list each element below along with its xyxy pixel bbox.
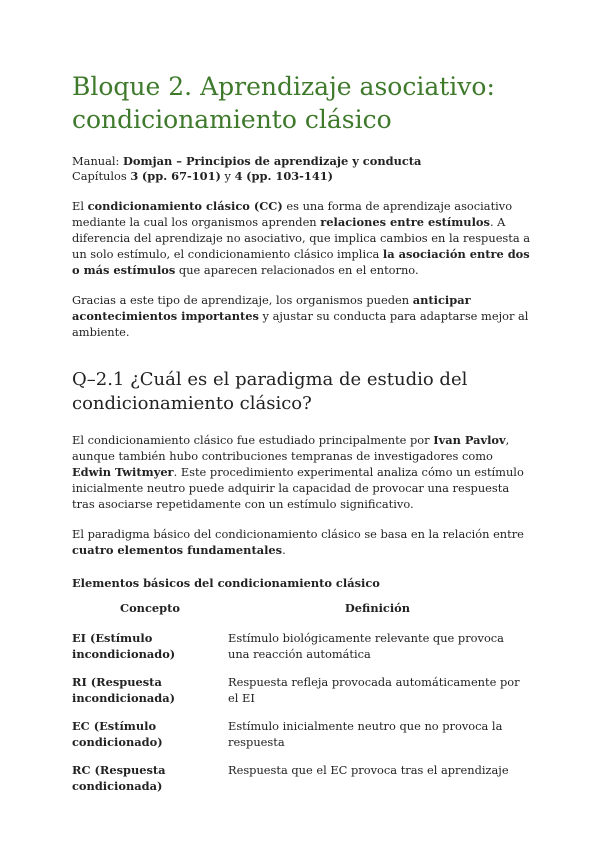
chapters-and: y <box>224 169 231 183</box>
intro-paragraph-2 <box>72 292 532 340</box>
row-concept: EI (Estímulo incondicionado) <box>72 631 176 661</box>
intro2-bold-1: anticipar acontecimientos importantes <box>72 293 471 323</box>
section-heading <box>72 368 532 416</box>
table-row <box>72 762 527 806</box>
title-line-2: condicionamiento clásico <box>72 105 392 134</box>
elements-paragraph <box>72 526 532 558</box>
table-header-row <box>72 600 527 630</box>
para4-text-2: . <box>282 543 286 557</box>
intro-text-1: El <box>72 199 84 213</box>
row-concept: EC (Estímulo condicionado) <box>72 719 163 749</box>
intro-bold-3: la asociación entre dos o más estímulos <box>72 247 530 277</box>
document-page <box>72 70 532 806</box>
row-concept: RC (Respuesta condicionada) <box>72 763 166 793</box>
intro2-text-2: y ajustar su conducta para adaptarse mejor al ambiente. <box>72 309 529 339</box>
para3-bold-2: Edwin Twitmyer <box>72 465 174 479</box>
manual-book: Domjan – Principios de aprendizaje y conducta <box>123 154 422 168</box>
elements-table <box>72 600 527 806</box>
para3-bold-1: Ivan Pavlov <box>433 433 506 447</box>
header-concept: Concepto <box>120 601 180 615</box>
para4-bold-1: cuatro elementos fundamentales <box>72 543 283 557</box>
row-definition: Estímulo biológicamente relevante que provoca una reacción automática <box>228 631 504 661</box>
table-row <box>72 630 527 674</box>
pages-2: (pp. 103-141) <box>246 169 334 183</box>
chapter-2: 4 <box>234 169 243 183</box>
intro-bold-2: relaciones entre estímulos <box>320 215 490 229</box>
para3-text-1: El condicionamiento clásico fue estudiado principalmente por <box>72 433 430 447</box>
table-row <box>72 718 527 762</box>
table-row <box>72 674 527 718</box>
intro2-text-1: Gracias a este tipo de aprendizaje, los organismos pueden <box>72 293 410 307</box>
para4-text-1: El paradigma básico del condicionamiento clásico se basa en la relación entre <box>72 527 524 541</box>
header-definition: Definición <box>344 601 411 615</box>
manual-reference <box>72 154 532 184</box>
row-definition: Estímulo inicialmente neutro que no provoca la respuesta <box>228 719 503 749</box>
title-line-1: Bloque 2. Aprendizaje asociativo: <box>72 72 495 101</box>
intro-text-3: . A diferencia del aprendizaje no asociativo, que implica cambios en la respuesta a un solo estímulo, el condicionamiento clásico implica <box>72 215 531 261</box>
intro-bold-1: condicionamiento clásico (CC) <box>87 199 283 213</box>
section-line-1: Q–2.1 ¿Cuál es el paradigma de estudio del <box>72 369 468 390</box>
row-definition: Respuesta que el EC provoca tras el aprendizaje <box>228 763 509 777</box>
table-title: Elementos básicos del condicionamiento clásico <box>72 576 380 590</box>
chapter-1: 3 <box>130 169 139 183</box>
intro-text-2: es una forma de aprendizaje asociativo mediante la cual los organismos aprenden <box>72 199 513 229</box>
para3-text-3: . Este procedimiento experimental analiza cómo un estímulo inicialmente neutro puede adquirir la capacidad de provocar una respuesta tras asociarse repetidamente con un estímulo significativo. <box>72 465 524 511</box>
row-concept: RI (Respuesta incondicionada) <box>72 675 175 705</box>
row-definition: Respuesta refleja provocada automáticamente por el EI <box>228 675 520 705</box>
para3-text-2: , aunque también hubo contribuciones tempranas de investigadores como <box>72 433 510 463</box>
intro-paragraph <box>72 198 532 278</box>
chapters-prefix: Capítulos <box>72 169 127 183</box>
manual-label: Manual: <box>72 154 120 168</box>
pages-1: (pp. 67-101) <box>141 169 221 183</box>
paradigm-paragraph <box>72 432 532 512</box>
section-line-2: condicionamiento clásico? <box>72 393 312 414</box>
page-title <box>72 70 532 136</box>
intro-text-4: que aparecen relacionados en el entorno. <box>178 263 419 277</box>
